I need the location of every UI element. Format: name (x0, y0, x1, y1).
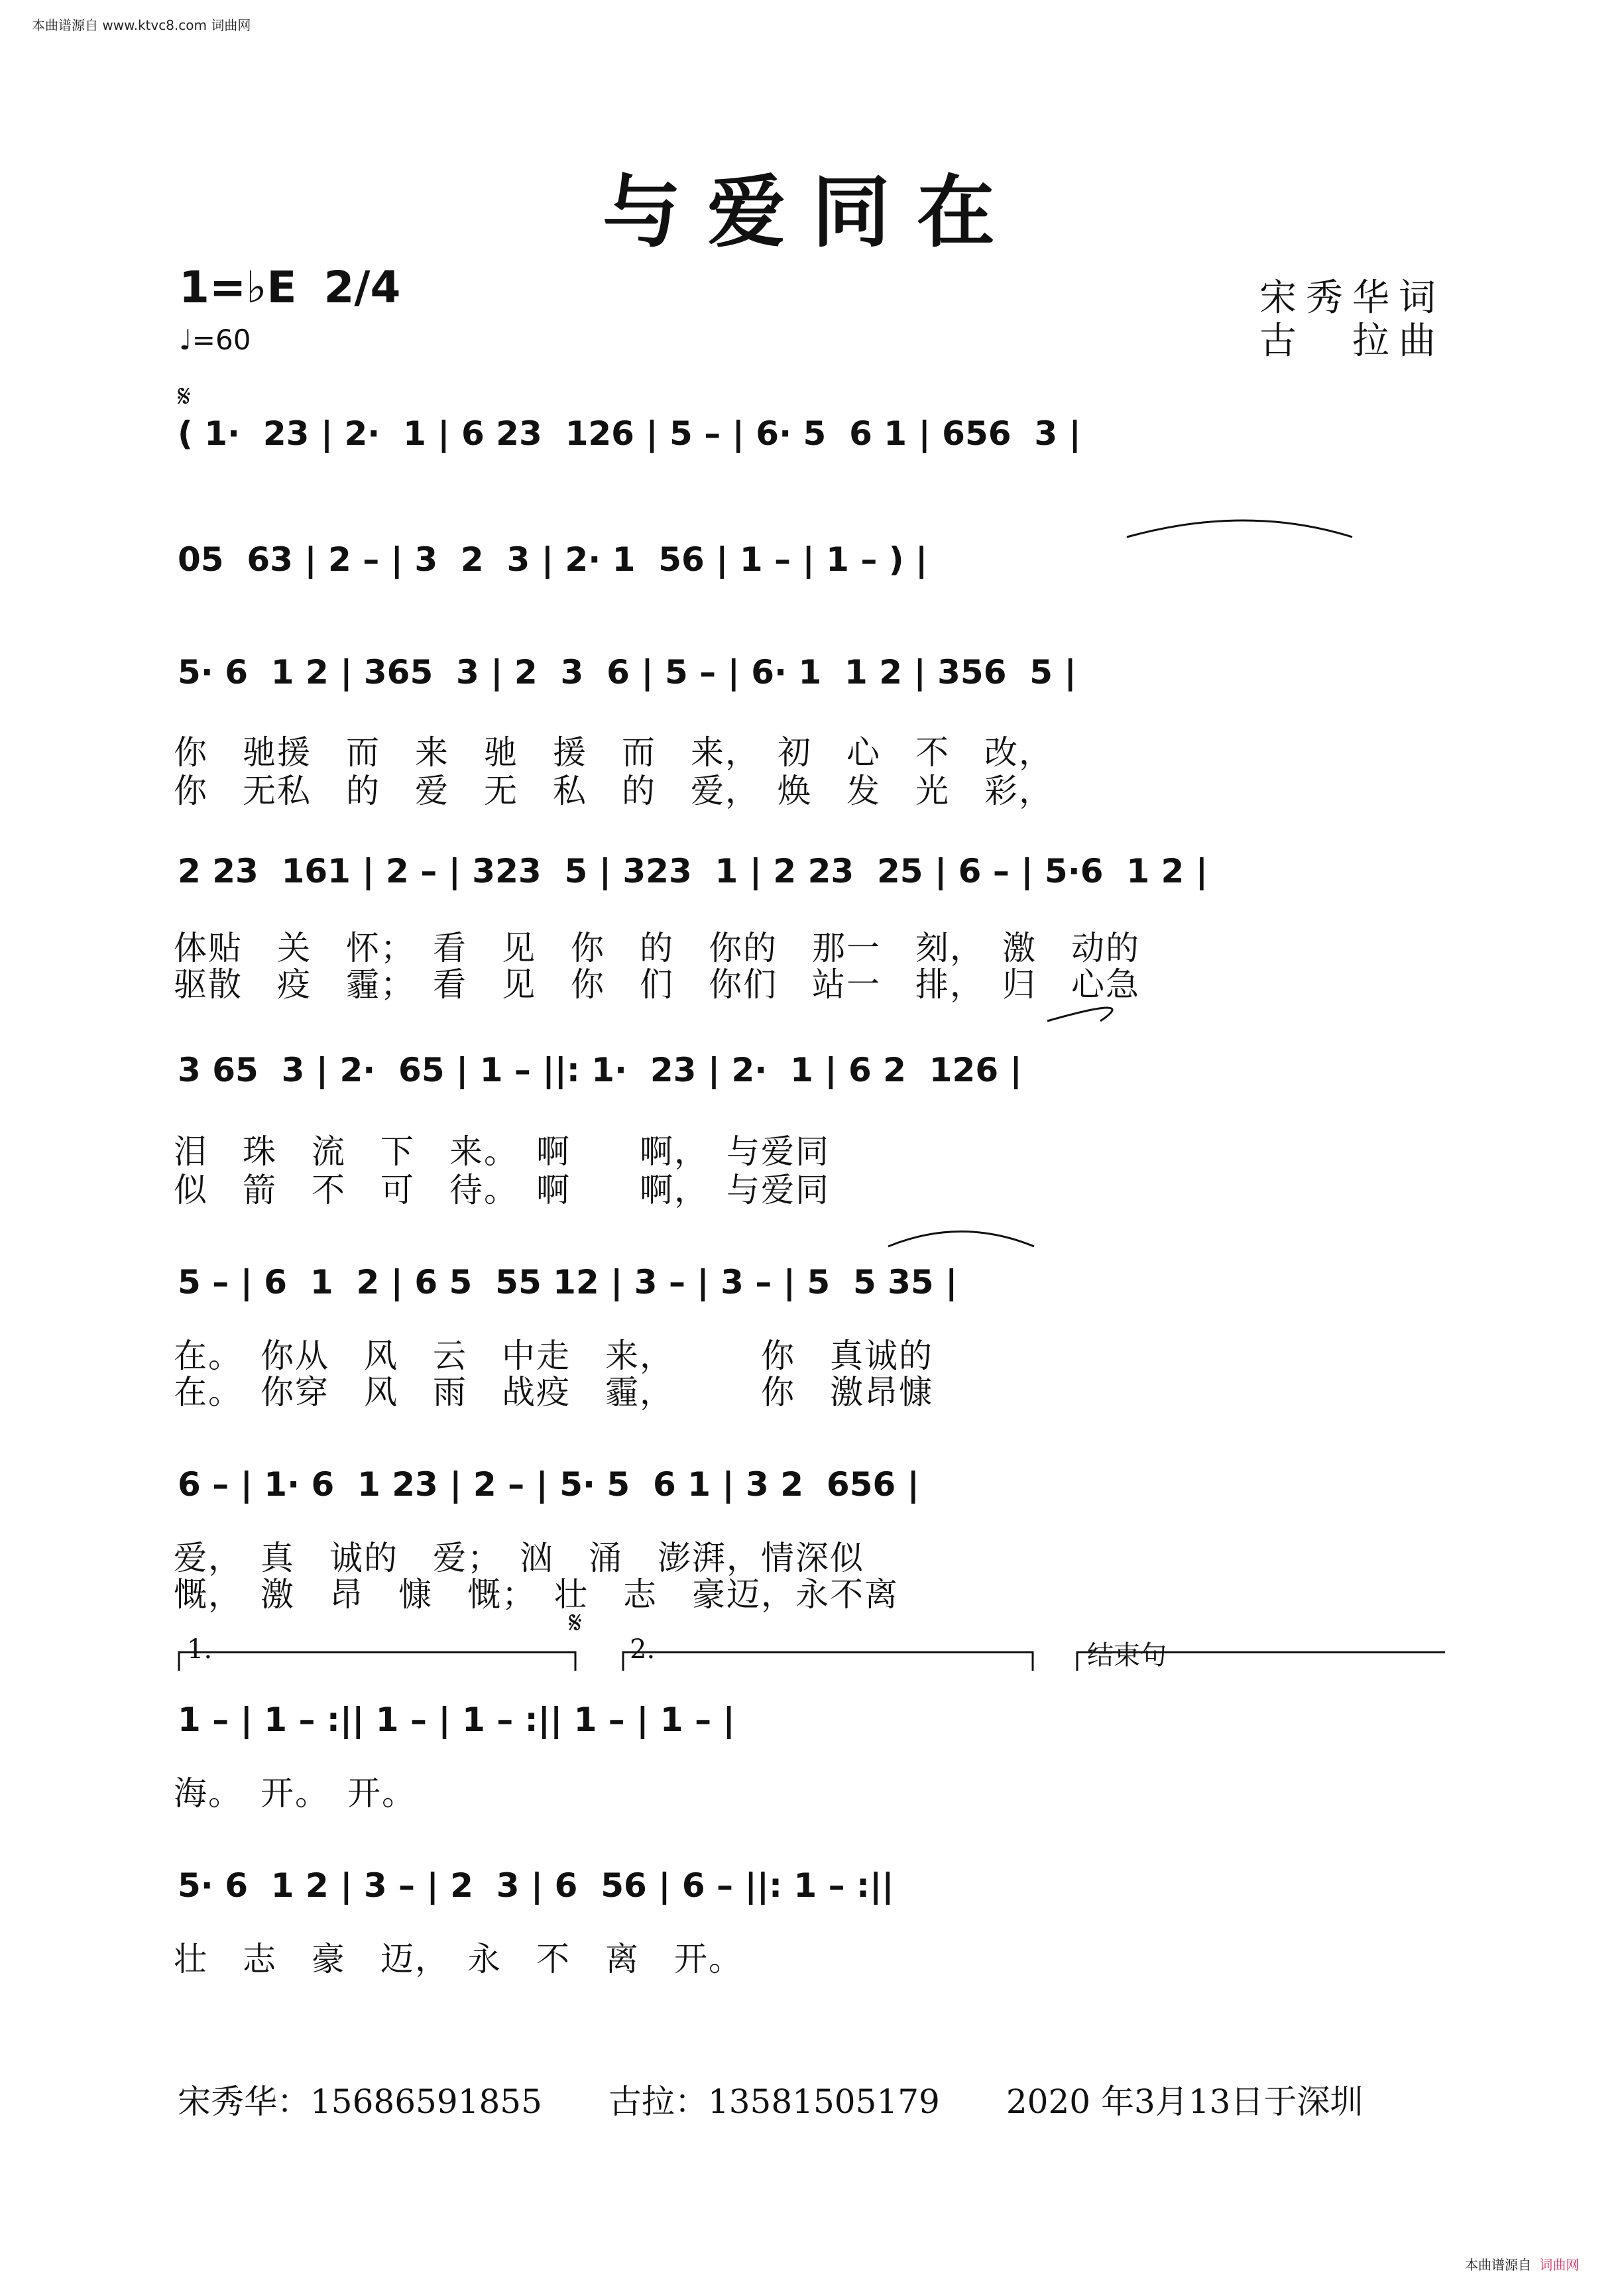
notation-line: 5· 6 1 2 | 365 3 | 2 3 6 | 5 – | 6· 1 1 2 | 356 5 | (178, 653, 1076, 691)
key-signature (179, 262, 400, 313)
key-text: 1=♭E (179, 262, 297, 313)
notation-line: ( 1· 23 | 2· 1 | 6 23 126 | 5 – | 6· 5 6 1 | 656 3 | (178, 414, 1081, 453)
tempo-marking: ♩=60 (179, 324, 251, 356)
page-title: 与爱同在 (602, 166, 1021, 258)
lyricist-credit: 宋秀华词 (1259, 276, 1445, 320)
lyrics-verse-2: 慨， 激 昂 慷 慨； 壮 志 豪迈，永不离 (174, 1575, 899, 1614)
lyrics-verse-1: 壮 志 豪 迈， 永 不 离 开。 (174, 1940, 743, 1978)
volta-ending: 结束句 (1087, 1640, 1167, 1671)
segno-sign-2: 𝄋 (569, 1604, 582, 1640)
slur (1127, 520, 1352, 537)
lyrics-verse-2: 似 箭 不 可 待。 啊 啊， 与爱同 (174, 1171, 830, 1209)
slur (888, 1232, 1034, 1247)
watermark (1465, 2254, 1579, 2273)
lyrics-verse-1: 你 驰援 而 来 驰 援 而 来， 初 心 不 改， (174, 733, 1053, 772)
notation-line: 5 – | 6 1 2 | 6 5 55 12 | 3 – | 3 – | 5 5 35 | (178, 1263, 958, 1301)
time-signature: 2/4 (323, 262, 401, 313)
volta-bracket-1 (179, 1652, 575, 1671)
notation-line: 3 65 3 | 2· 65 | 1 – ||: 1· 23 | 2· 1 | 6 2 126 | (178, 1051, 1022, 1089)
notation-line: 1 – | 1 – :|| 1 – | 1 – :|| 1 – | 1 – | (178, 1701, 735, 1739)
composer-credit: 古 拉曲 (1259, 320, 1445, 363)
lyrics-verse-1: 体贴 关 怀； 看 见 你 的 你的 那一 刻， 激 动的 (174, 929, 1140, 967)
lyrics-verse-1: 泪 珠 流 下 来。 啊 啊， 与爱同 (174, 1132, 830, 1171)
lyrics-verse-1: 爱， 真 诚的 爱； 汹 涌 澎湃，情深似 (174, 1539, 864, 1577)
watermark-left: 本曲谱源自 (1465, 2257, 1531, 2273)
notation-line: 05 63 | 2 – | 3 2 3 | 2· 1 56 | 1 – | 1 – ) | (178, 540, 928, 579)
volta-first: 1. (187, 1634, 213, 1665)
notation-line: 2 23 161 | 2 – | 323 5 | 323 1 | 2 23 25 | 6 – | 5·6 1 2 | (178, 852, 1208, 890)
volta-second: 2. (630, 1634, 656, 1665)
lyrics-verse-1: 海。 开。 开。 (174, 1774, 416, 1813)
lyrics-verse-1: 在。 你从 风 云 中走 来， 你 真诚的 (174, 1337, 933, 1375)
notation-line: 5· 6 1 2 | 3 – | 2 3 | 6 56 | 6 – ||: 1 – :|| (178, 1866, 894, 1905)
volta-bracket-2 (623, 1652, 1033, 1671)
lyrics-verse-2: 驱散 疫 霾； 看 见 你 们 你们 站一 排， 归 心急 (174, 965, 1140, 1004)
watermark-right: 词曲网 (1539, 2257, 1580, 2273)
lyrics-verse-2: 你 无私 的 爱 无 私 的 爱， 焕 发 光 彩， (174, 772, 1053, 810)
segno-sign: 𝄋 (178, 378, 191, 414)
header-source-note: 本曲谱源自 www.ktvc8.com 词曲网 (32, 17, 251, 33)
notation-line: 6 – | 1· 6 1 23 | 2 – | 5· 5 6 1 | 3 2 656 | (178, 1465, 919, 1504)
footer-contacts: 宋秀华：15686591855 古拉：13581505179 2020 年3月13日于深圳 (178, 2082, 1363, 2121)
lyrics-verse-2: 在。 你穿 风 雨 战疫 霾， 你 激昂慷 (174, 1373, 933, 1412)
slur (1047, 1008, 1112, 1021)
